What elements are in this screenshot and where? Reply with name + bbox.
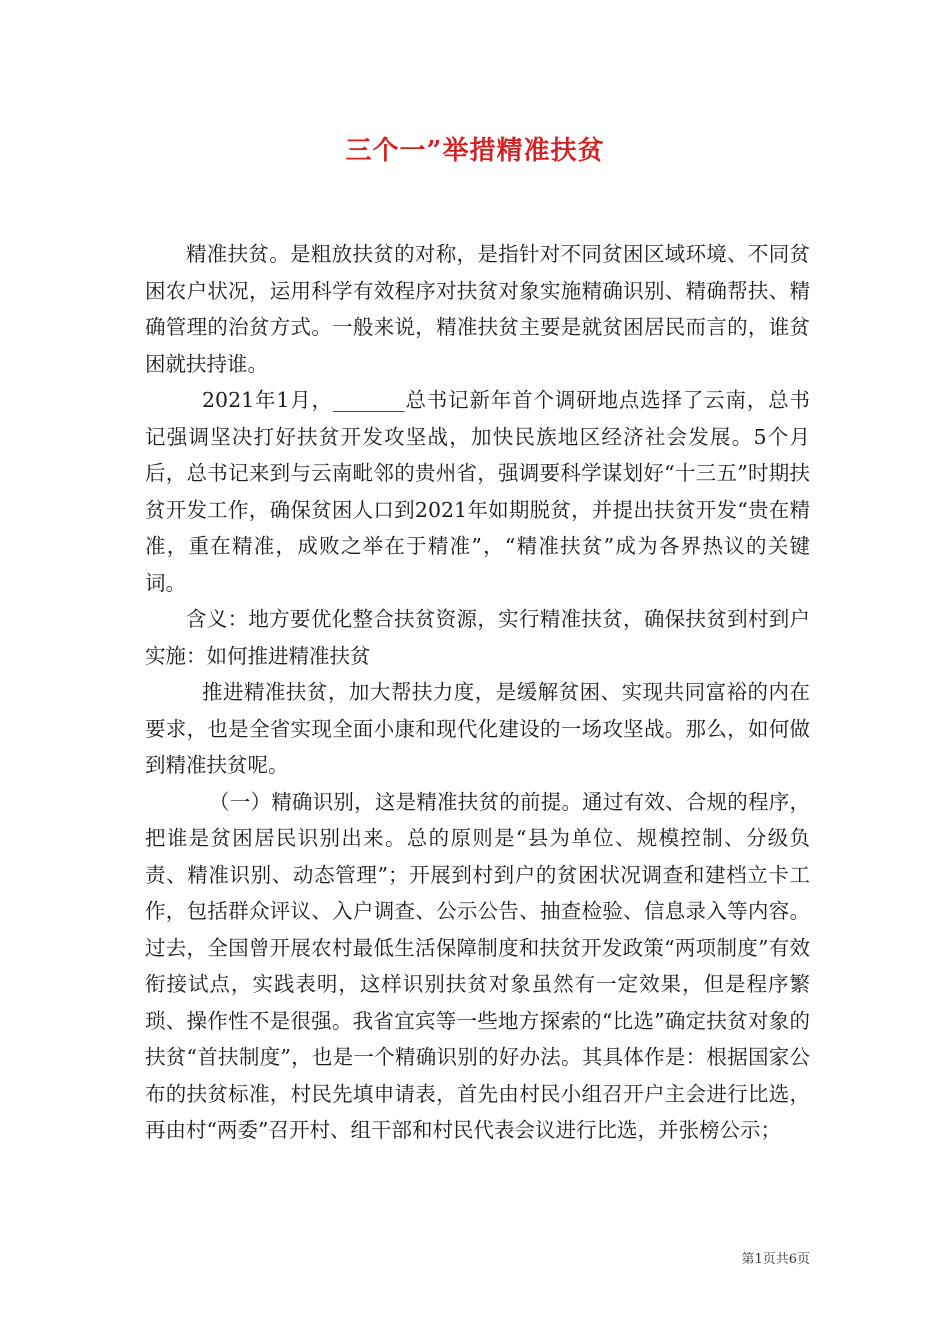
paragraph-meaning: 含义：地方要优化整合扶贫资源，实行精准扶贫，确保扶贫到村到户实施：如何推进精准扶贫 <box>145 607 810 668</box>
paragraph-definition: 精准扶贫。是粗放扶贫的对称，是指针对不同贫困区域环境、不同贫困农户状况，运用科学有效程序对扶贫对象实施精确识别、精确帮扶、精确管理的治贫方式。一般来说，精准扶贫主要是就贫困居民而言的，谁贫困就扶持谁。 <box>145 242 810 376</box>
page-number: 第1页共6页 <box>741 1252 810 1267</box>
document-title: 三个一”举措精准扶贫 <box>345 136 605 166</box>
paragraph-background: 2021年1月，_______总书记新年首个调研地点选择了云南，总书记强调坚决打好扶贫开发攻坚战，加快民族地区经济社会发展。5个月后，总书记来到与云南毗邻的贵州省，强调要科学谋划好“十三五”时期扶贫开发工作，确保贫困人口到2021年如期脱贫，并提出扶贫开发“贵在精准，重在精准，成败之举在于精准”，“精准扶贫”成为各界热议的关键词。 <box>145 388 810 595</box>
paragraph-promotion: 推进精准扶贫，加大帮扶力度，是缓解贫困、实现共同富裕的内在要求，也是全省实现全面小康和现代化建设的一场攻坚战。那么，如何做到精准扶贫呢。 <box>145 680 810 777</box>
document-body <box>145 236 810 1149</box>
paragraph-identification: （一）精确识别，这是精准扶贫的前提。通过有效、合规的程序，把谁是贫困居民识别出来。总的原则是“县为单位、规模控制、分级负责、精准识别、动态管理”；开展到村到户的贫困状况调查和建档立卡工作，包括群众评议、入户调查、公示公告、抽查检验、信息录入等内容。过去，全国曾开展农村最低生活保障制度和扶贫开发政策“两项制度”有效衔接试点，实践表明，这样识别扶贫对象虽然有一定效果，但是程序繁琐、操作性不是很强。我省宜宾等一些地方探索的“比选”确定扶贫对象的扶贫“首扶制度”，也是一个精确识别的好办法。其具体作是：根据国家公布的扶贫标准，村民先填申请表，首先由村民小组召开户主会进行比选，再由村“两委”召开村、组干部和村民代表会议进行比选，并张榜公示； <box>145 789 810 1142</box>
